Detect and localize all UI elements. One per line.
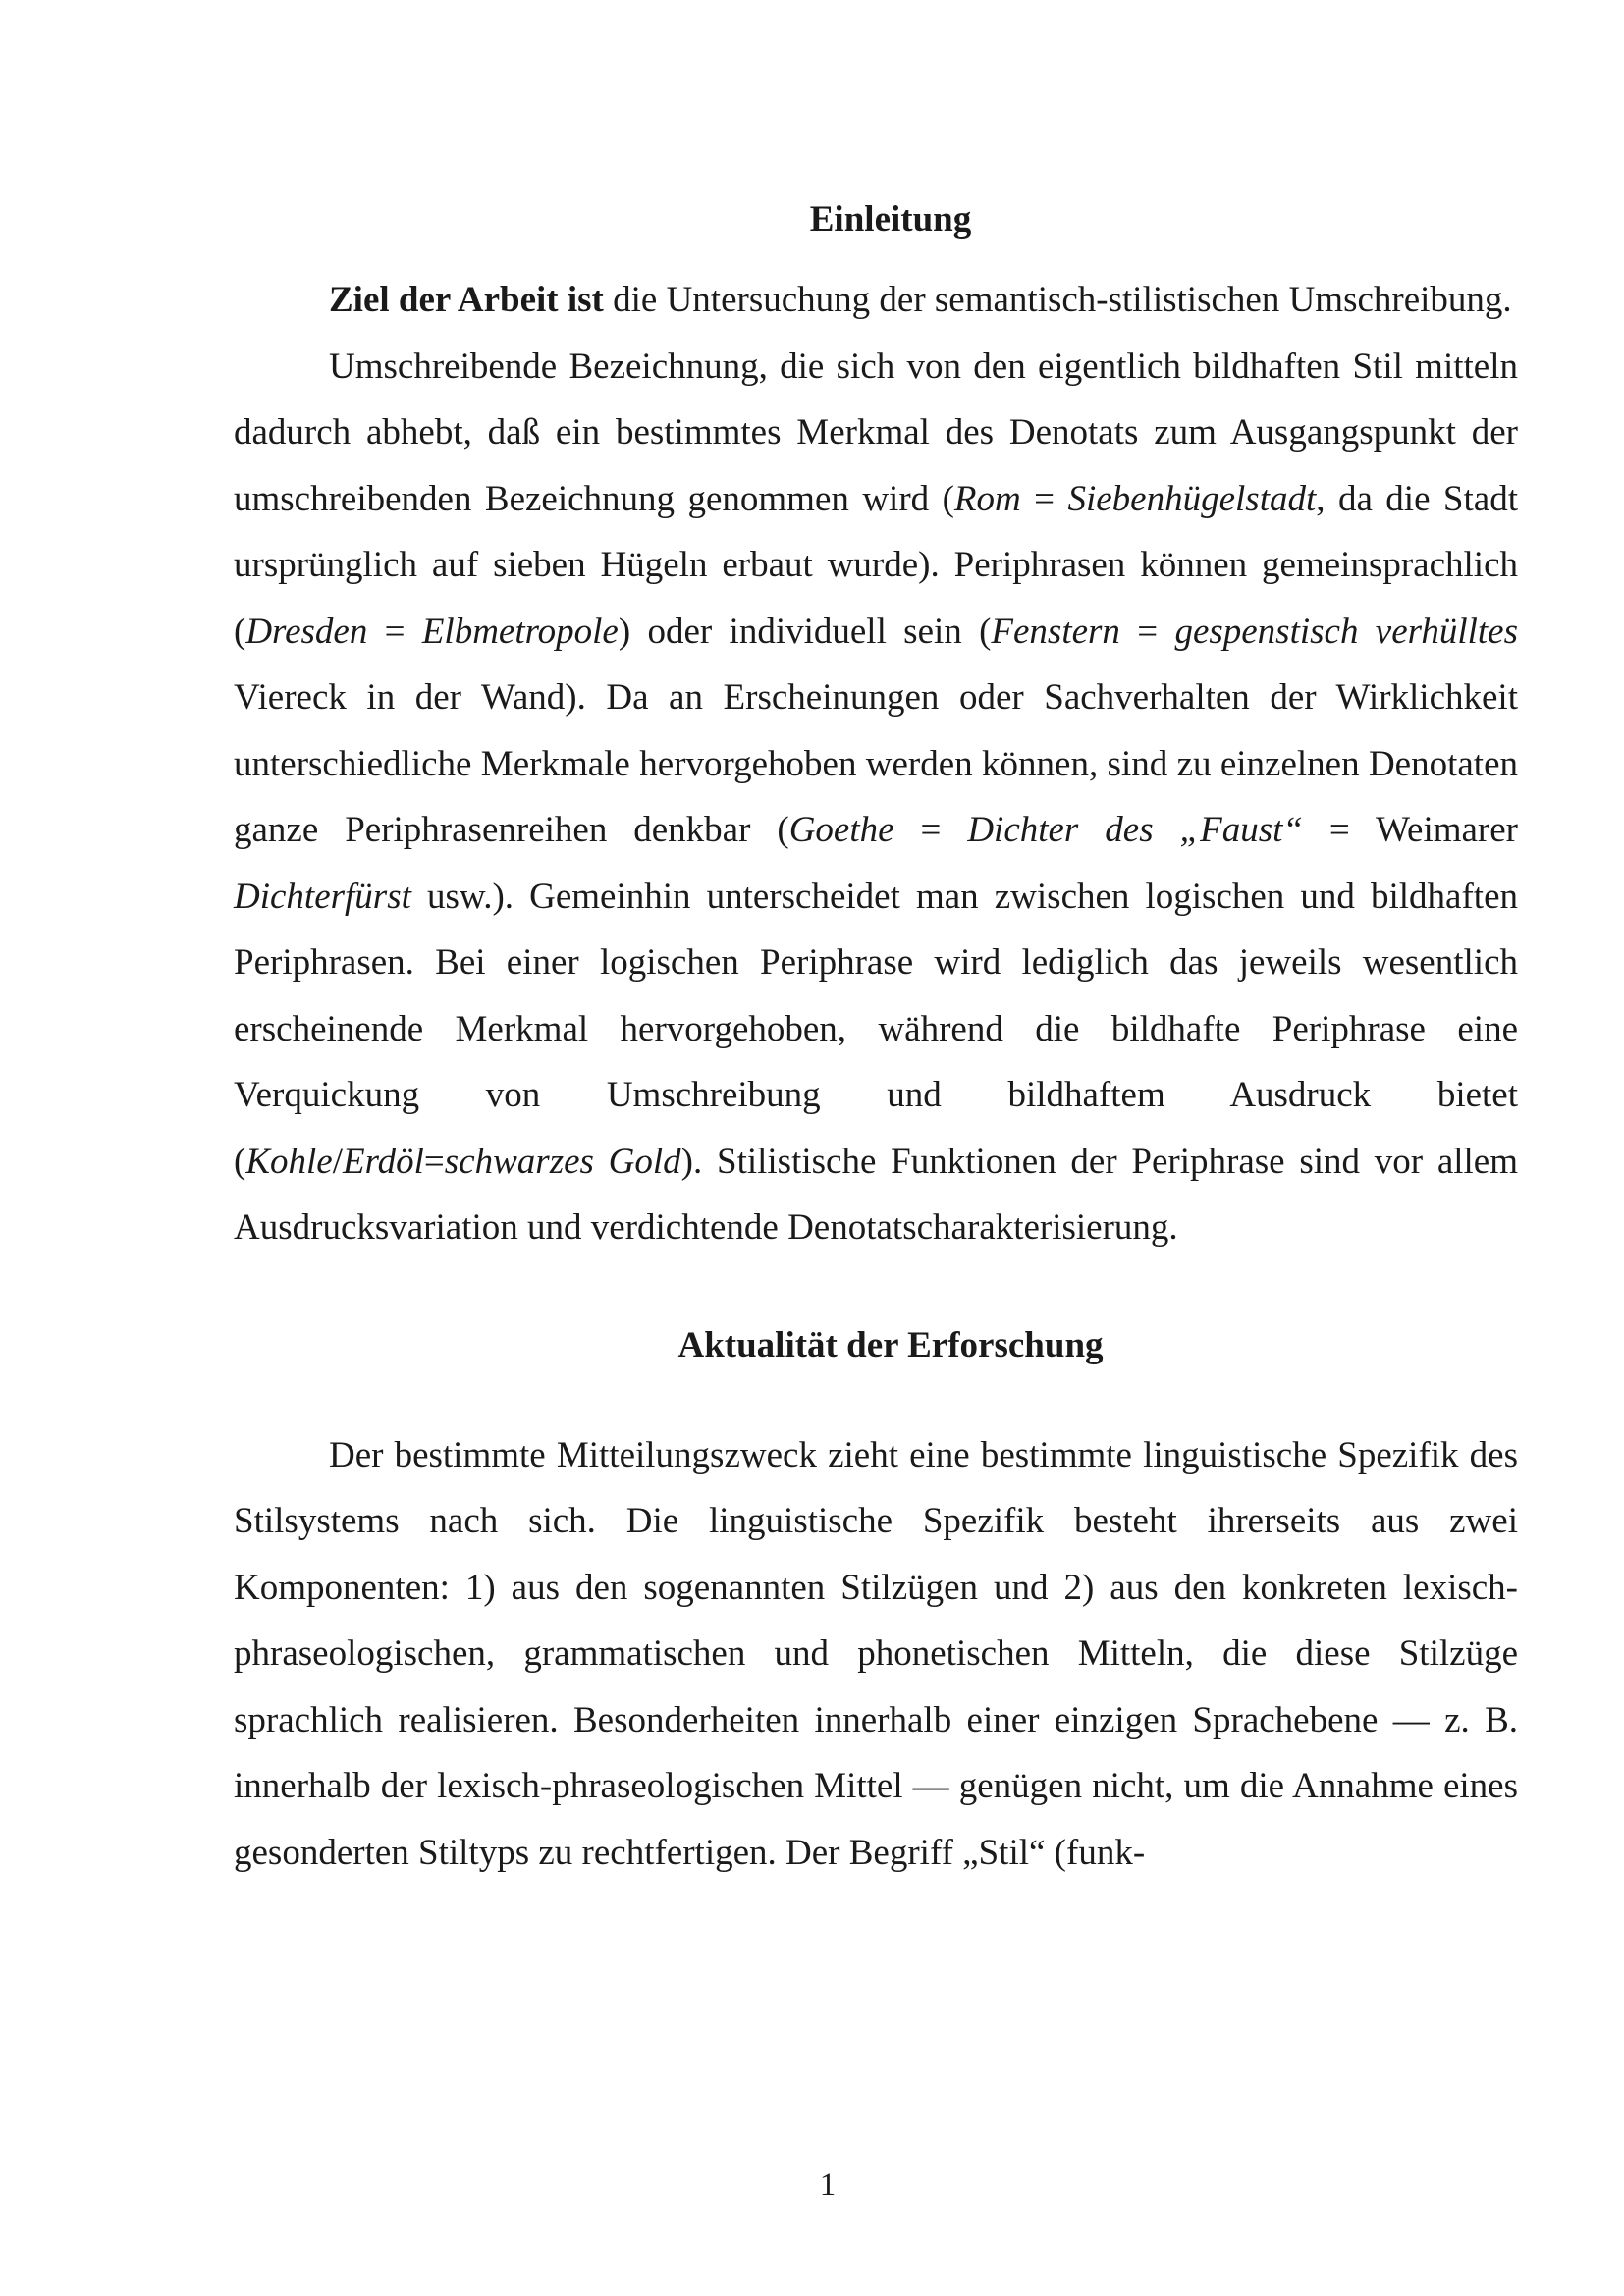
text-run: / bbox=[332, 1141, 343, 1182]
text-run: usw.). Gemeinhin unterscheidet man zwischen logischen und bildhaften Periphrasen. Bei einer logischen Periphrase wird lediglich das jeweils wesentlich erscheinende Merkmal hervorgehoben, während die bildhafte Periphrase eine Verquickung von Umschreibung und bildhaftem Ausdruck bietet ( bbox=[234, 876, 1518, 1182]
text-run: = bbox=[423, 1141, 445, 1182]
spacer bbox=[234, 1261, 1518, 1312]
text-run: = bbox=[1020, 478, 1068, 519]
text-run: ). Stilistische Funktionen der Periphrase sind vor allem Ausdrucksvariation und verdichtende Denotatscharakterisierung. bbox=[234, 1141, 1519, 1248]
paragraph-style-system: Der bestimmte Mitteilungszweck zieht eine bestimmte linguistische Spezifik des Stilsystems nach sich. Die linguistische Spezifik besteht ihrerseits aus zwei Komponenten: 1) aus den sogenannten Stilzügen und 2) aus den konkreten lexisch-phraseologischen, grammatischen und phonetischen Mitteln, die diese Stilzüge sprachlich realisieren. Besonderheiten innerhalb einer einzigen Sprachebene — z. B. innerhalb der lexisch-phraseologischen Mittel — genügen nicht, um die Annahme eines gesonderten Stiltyps zu rechtfertigen. Der Begriff „Stil“ (funk- bbox=[234, 1434, 1518, 1873]
paragraph-periphrasis bbox=[234, 334, 1518, 1261]
document-page bbox=[234, 187, 1518, 1886]
italic-example: gespenstisch verhülltes bbox=[1174, 611, 1519, 652]
text-run: = bbox=[893, 810, 968, 850]
italic-example: Dichter des „Faust“ bbox=[967, 810, 1303, 850]
aim-bold-lead: Ziel der Arbeit ist bbox=[329, 280, 604, 320]
text-run: = Weimarer bbox=[1302, 810, 1518, 850]
italic-example: schwarzes Gold bbox=[444, 1141, 681, 1182]
italic-example: Dichterfürst bbox=[234, 876, 411, 917]
text-run: , da die Stadt ursprünglich auf sieben Hügeln erbaut wurde). Periphrasen können gemeinsprachlich ( bbox=[234, 478, 1518, 652]
heading-einleitung: Einleitung bbox=[809, 199, 972, 240]
italic-example: Rom bbox=[953, 478, 1021, 519]
text-run: = bbox=[367, 611, 422, 652]
italic-example: Siebenhügelstadt bbox=[1067, 478, 1317, 519]
italic-example: Fenstern bbox=[991, 611, 1120, 652]
italic-example: Kohle bbox=[245, 1141, 333, 1182]
text-run: = bbox=[1119, 611, 1175, 652]
italic-example: Dresden bbox=[245, 611, 368, 652]
page-number: 1 bbox=[819, 2167, 837, 2203]
italic-example: Erdöl bbox=[343, 1141, 424, 1182]
text-run: ) oder individuell sein ( bbox=[618, 611, 992, 652]
italic-example: Elbmetropole bbox=[421, 611, 619, 652]
text-run: Umschreibende Bezeichnung, die sich von den eigentlich bildhaften Stil mitteln dadurch abhebt, daß ein bestimmtes Merkmal des Denotats zum Ausgangspunkt der umschreibenden Bezeichnung genommen wird ( bbox=[234, 346, 1518, 519]
italic-example: Goethe bbox=[788, 810, 894, 850]
heading-aktualitaet: Aktualität der Erforschung bbox=[677, 1324, 1104, 1365]
paragraph-aim bbox=[234, 267, 1518, 334]
spacer bbox=[234, 1379, 1518, 1422]
text-run: Viereck in der Wand). Da an Erscheinungen oder Sachverhalten der Wirklichkeit unterschiedliche Merkmale hervorgehoben werden können, sind zu einzelnen Denotaten ganze Periphrasenreihen denkbar ( bbox=[234, 677, 1518, 850]
aim-text: die Untersuchung der semantisch-stilistischen Umschreibung. bbox=[603, 280, 1512, 320]
